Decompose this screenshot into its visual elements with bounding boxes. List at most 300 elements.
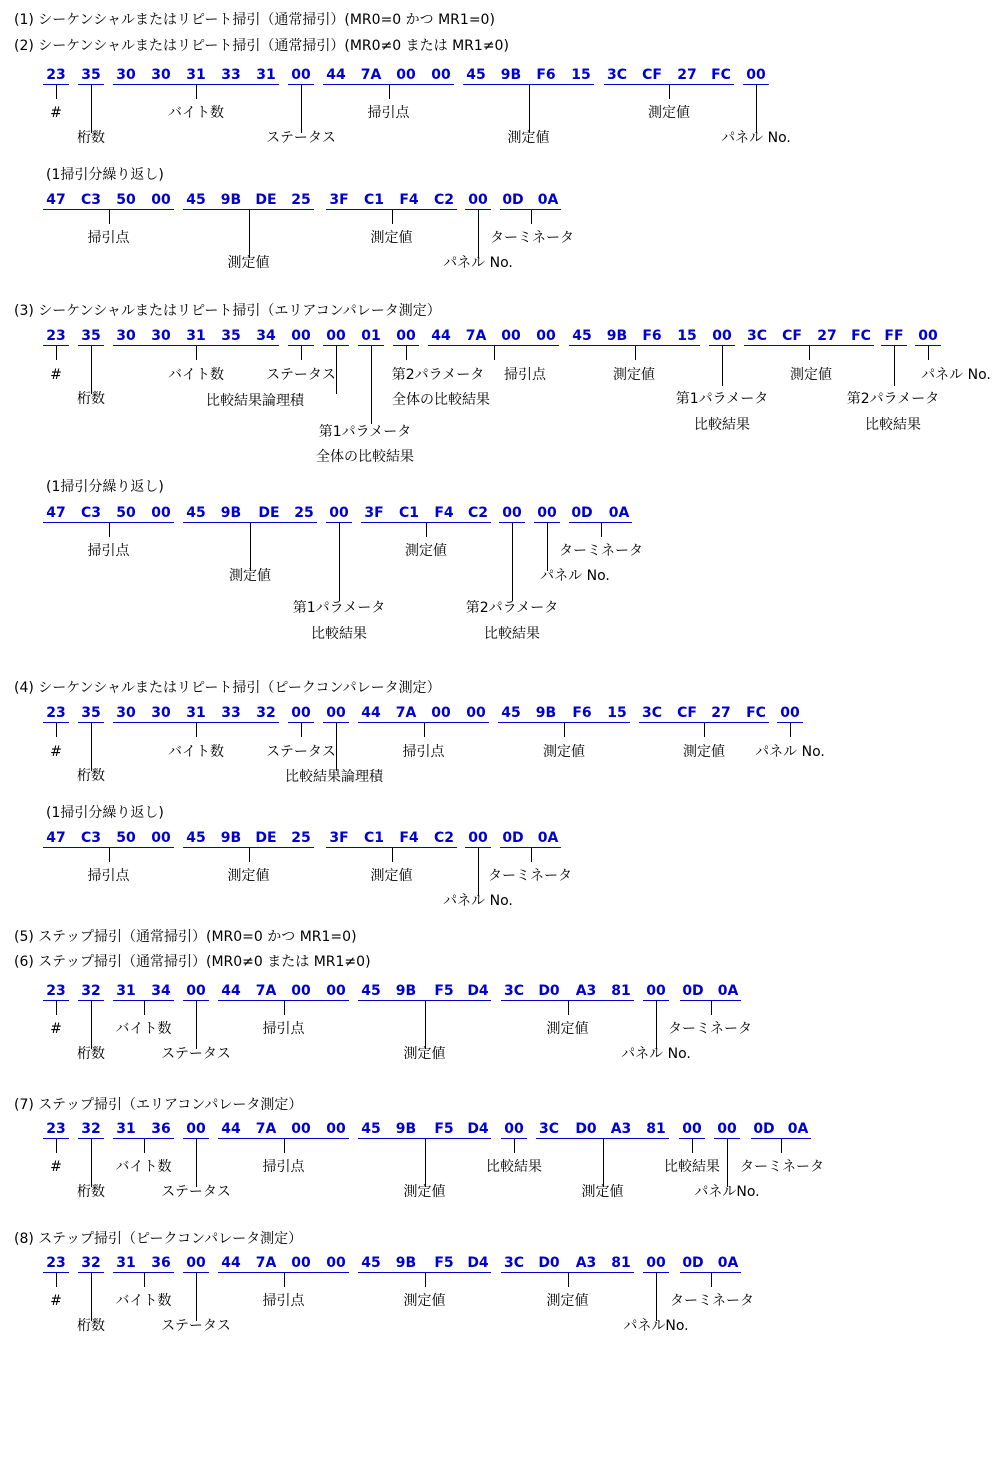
leader-line — [531, 848, 532, 862]
hex-byte: 45 — [361, 1121, 381, 1137]
hex-byte: 31 — [186, 67, 206, 83]
hex-byte: 44 — [221, 1121, 241, 1137]
hex-byte: 0D — [682, 1255, 704, 1271]
hex-byte: D4 — [467, 983, 489, 999]
hex-byte: D4 — [467, 1255, 489, 1271]
leader-line — [392, 848, 393, 862]
hex-byte: 00 — [186, 1121, 206, 1137]
hex-byte: DE — [255, 830, 277, 846]
leader-line — [301, 723, 302, 737]
leader-line — [91, 85, 92, 133]
hex-byte: 27 — [711, 705, 731, 721]
hex-byte: 3C — [538, 1121, 560, 1137]
hex-byte: CF — [642, 67, 662, 83]
field-label: 測定値 — [403, 1046, 446, 1062]
hex-byte: 25 — [294, 505, 314, 521]
leader-line — [512, 523, 513, 601]
leader-line — [564, 723, 565, 737]
hex-byte: FC — [711, 67, 731, 83]
hex-byte: 00 — [329, 505, 349, 521]
leader-line — [144, 1139, 145, 1153]
field-label: # — [50, 105, 62, 121]
hex-byte: 9B — [220, 505, 242, 521]
leader-line — [547, 523, 548, 571]
hex-byte: 44 — [361, 705, 381, 721]
hex-byte: 31 — [116, 983, 136, 999]
leader-line — [109, 848, 110, 862]
field-label: 第1パラメータ — [318, 424, 412, 440]
hex-byte: 36 — [151, 1255, 171, 1271]
hex-byte: C2 — [433, 192, 455, 208]
hex-byte: 23 — [46, 1255, 66, 1271]
hex-byte: 47 — [46, 505, 66, 521]
hex-byte: 50 — [116, 192, 136, 208]
leader-line — [301, 346, 302, 360]
leader-line — [425, 1273, 426, 1287]
hex-byte: 9B — [395, 1121, 417, 1137]
leader-line — [339, 523, 340, 601]
hex-byte: C3 — [80, 192, 102, 208]
hex-byte: 45 — [501, 705, 521, 721]
hex-byte: 32 — [81, 983, 101, 999]
field-label: 桁数 — [77, 391, 105, 407]
hex-byte: F4 — [399, 192, 419, 208]
field-label: ターミネータ — [488, 868, 572, 884]
leader-line — [284, 1139, 285, 1153]
field-label: 掃引点 — [262, 1293, 305, 1309]
field-label: パネルNo. — [623, 1318, 689, 1334]
hex-byte: F6 — [642, 328, 662, 344]
hex-byte: 3F — [329, 192, 349, 208]
leader-line — [568, 1001, 569, 1015]
hex-byte: 30 — [116, 705, 136, 721]
hex-byte: 00 — [326, 983, 346, 999]
hex-byte: C3 — [80, 505, 102, 521]
hex-byte: 00 — [291, 983, 311, 999]
field-label: 測定値 — [683, 744, 725, 760]
field-label: バイト数 — [168, 744, 224, 760]
field-label: バイト数 — [168, 367, 224, 383]
hex-byte: 00 — [504, 1121, 524, 1137]
hex-byte: 00 — [468, 192, 488, 208]
hex-byte: 3C — [503, 1255, 525, 1271]
hex-byte: 33 — [221, 705, 241, 721]
leader-line — [425, 1001, 426, 1049]
leader-line — [56, 1273, 57, 1287]
hex-byte: 00 — [918, 328, 938, 344]
field-label-line2: 比較結果 — [311, 626, 367, 642]
hex-byte: 33 — [221, 67, 241, 83]
hex-byte: 3C — [503, 983, 525, 999]
field-label: 第2パラメータ — [465, 600, 559, 616]
field-label: 桁数 — [77, 1318, 105, 1334]
hex-byte: F5 — [434, 1255, 454, 1271]
hex-byte: 36 — [151, 1121, 171, 1137]
hex-byte: 15 — [677, 328, 697, 344]
hex-byte: 15 — [571, 67, 591, 83]
hex-byte: F5 — [434, 1121, 454, 1137]
hex-byte: 34 — [151, 983, 171, 999]
leader-line — [478, 210, 479, 258]
section-title-5: (5) ステップ掃引（通常掃引）(MR0=0 かつ MR1=0) — [14, 929, 357, 945]
section-title-1: (1) シーケンシャルまたはリピート掃引（通常掃引）(MR0=0 かつ MR1=0) — [14, 12, 495, 28]
field-label: ステータス — [266, 130, 336, 146]
hex-byte: F5 — [434, 983, 454, 999]
field-label-line2: 比較結果 — [694, 417, 750, 433]
leader-line — [91, 1001, 92, 1049]
hex-byte: F4 — [434, 505, 454, 521]
leader-line — [425, 1139, 426, 1187]
leader-line — [144, 1273, 145, 1287]
hex-byte: 00 — [717, 1121, 737, 1137]
field-label: 第2パラメータ — [391, 367, 485, 383]
leader-line — [601, 523, 602, 537]
hex-byte: 7A — [395, 705, 417, 721]
hex-byte: 30 — [151, 705, 171, 721]
hex-byte: A3 — [575, 983, 597, 999]
leader-line — [284, 1273, 285, 1287]
field-label: 測定値 — [648, 105, 690, 121]
hex-byte: FC — [746, 705, 766, 721]
hex-byte: 9B — [535, 705, 557, 721]
leader-line — [692, 1139, 693, 1153]
field-label: 比較結果論理積 — [206, 393, 304, 409]
hex-byte: 0A — [537, 192, 559, 208]
hex-byte: 00 — [502, 505, 522, 521]
leader-line — [529, 85, 530, 133]
hex-byte: 31 — [256, 67, 276, 83]
hex-byte: 00 — [186, 1255, 206, 1271]
leader-line — [91, 723, 92, 771]
hex-byte: 27 — [677, 67, 697, 83]
field-label: 測定値 — [403, 1293, 446, 1309]
hex-byte: 00 — [291, 328, 311, 344]
field-label: 測定値 — [227, 255, 270, 271]
hex-byte: 00 — [646, 983, 666, 999]
hex-byte: 00 — [151, 505, 171, 521]
field-label: ターミネータ — [740, 1159, 824, 1175]
section-title-4: (4) シーケンシャルまたはリピート掃引（ピークコンパレータ測定） — [14, 680, 441, 696]
hex-byte: D0 — [575, 1121, 597, 1137]
field-label: バイト数 — [115, 1021, 172, 1037]
hex-byte: 00 — [396, 328, 416, 344]
field-label: 比較結果論理積 — [285, 769, 383, 785]
hex-byte: 0D — [502, 192, 524, 208]
leader-line — [711, 1273, 712, 1287]
hex-byte: 3F — [329, 830, 349, 846]
field-label: ステータス — [161, 1318, 231, 1334]
leader-line — [531, 210, 532, 224]
field-label: パネル No. — [721, 130, 791, 146]
leader-line — [424, 723, 425, 737]
hex-byte: 00 — [291, 67, 311, 83]
hex-byte: 47 — [46, 192, 66, 208]
hex-byte: 35 — [81, 705, 101, 721]
leader-line — [704, 723, 705, 737]
hex-byte: A3 — [575, 1255, 597, 1271]
field-label-line2: 比較結果 — [484, 626, 540, 642]
hex-byte: 32 — [81, 1121, 101, 1137]
hex-byte: 00 — [431, 705, 451, 721]
hex-byte: 0D — [571, 505, 593, 521]
hex-byte: 25 — [291, 830, 311, 846]
hex-byte: 00 — [326, 328, 346, 344]
hex-byte: 3C — [641, 705, 663, 721]
hex-byte: 35 — [221, 328, 241, 344]
field-label: 掃引点 — [87, 543, 130, 559]
hex-byte: 81 — [611, 1255, 631, 1271]
hex-byte: 35 — [81, 328, 101, 344]
hex-byte: 00 — [466, 705, 486, 721]
hex-byte: C2 — [467, 505, 489, 521]
hex-byte: 50 — [116, 830, 136, 846]
leader-line — [894, 346, 895, 386]
hex-byte: 30 — [151, 67, 171, 83]
leader-line — [336, 346, 337, 394]
hex-byte: 9B — [500, 67, 522, 83]
leader-line — [56, 723, 57, 737]
hex-byte: A3 — [610, 1121, 632, 1137]
hex-byte: 0D — [753, 1121, 775, 1137]
hex-byte: 00 — [780, 705, 800, 721]
field-label: # — [50, 367, 62, 383]
hex-byte: 32 — [81, 1255, 101, 1271]
leader-line — [406, 346, 407, 360]
field-label: 掃引点 — [367, 105, 410, 121]
leader-line — [389, 85, 390, 99]
hex-byte: FF — [884, 328, 904, 344]
field-label: ターミネータ — [670, 1293, 754, 1309]
repeat-note: (1掃引分繰り返し) — [46, 805, 164, 821]
field-label: ステータス — [161, 1046, 231, 1062]
hex-byte: 45 — [572, 328, 592, 344]
hex-byte: C1 — [363, 830, 385, 846]
field-label: # — [50, 744, 62, 760]
hex-byte: 45 — [466, 67, 486, 83]
leader-line — [722, 346, 723, 386]
hex-byte: 35 — [81, 67, 101, 83]
hex-byte: 7A — [255, 983, 277, 999]
field-label: 比較結果 — [664, 1159, 720, 1175]
leader-line — [56, 1139, 57, 1153]
hex-byte: 9B — [220, 192, 242, 208]
leader-line — [250, 523, 251, 571]
hex-byte: 44 — [221, 1255, 241, 1271]
hex-byte: DE — [258, 505, 280, 521]
hex-byte: 45 — [186, 505, 206, 521]
hex-byte: 0A — [787, 1121, 809, 1137]
hex-byte: 00 — [151, 192, 171, 208]
hex-byte: 44 — [326, 67, 346, 83]
field-label: 桁数 — [77, 768, 105, 784]
field-label: 桁数 — [77, 130, 105, 146]
hex-byte: CF — [677, 705, 697, 721]
hex-byte: 23 — [46, 67, 66, 83]
leader-line — [91, 346, 92, 394]
field-label: 測定値 — [546, 1021, 589, 1037]
leader-line — [656, 1001, 657, 1049]
hex-byte: 23 — [46, 1121, 66, 1137]
hex-byte: 7A — [255, 1121, 277, 1137]
hex-byte: 00 — [326, 705, 346, 721]
hex-byte: 0D — [682, 983, 704, 999]
hex-byte: 45 — [361, 1255, 381, 1271]
hex-byte: D0 — [538, 983, 560, 999]
hex-byte: 45 — [186, 192, 206, 208]
leader-line — [196, 1139, 197, 1187]
leader-line — [144, 1001, 145, 1015]
hex-byte: 27 — [817, 328, 837, 344]
leader-line — [711, 1001, 712, 1015]
field-label: 掃引点 — [87, 868, 130, 884]
leader-line — [249, 848, 250, 862]
field-label: 測定値 — [546, 1293, 589, 1309]
hex-byte: F6 — [572, 705, 592, 721]
leader-line — [196, 1001, 197, 1049]
hex-byte: 9B — [395, 983, 417, 999]
hex-byte: 0D — [502, 830, 524, 846]
hex-byte: 00 — [646, 1255, 666, 1271]
field-label: パネル No. — [540, 568, 610, 584]
field-label: 掃引点 — [262, 1159, 305, 1175]
hex-byte: 23 — [46, 328, 66, 344]
field-label: 測定値 — [613, 367, 655, 383]
hex-byte: 30 — [151, 328, 171, 344]
field-label: ターミネータ — [490, 230, 574, 246]
leader-line — [727, 1139, 728, 1187]
leader-line — [196, 85, 197, 99]
hex-byte: 00 — [431, 67, 451, 83]
hex-byte: 30 — [116, 67, 136, 83]
section-title-7: (7) ステップ掃引（エリアコンパレータ測定） — [14, 1097, 303, 1113]
hex-byte: DE — [255, 192, 277, 208]
field-label: 測定値 — [370, 230, 413, 246]
leader-line — [514, 1139, 515, 1153]
field-label: 掃引点 — [504, 367, 546, 383]
hex-byte: 00 — [501, 328, 521, 344]
field-label: ステータス — [161, 1184, 231, 1200]
leader-line — [56, 346, 57, 360]
field-label: 第1パラメータ — [675, 391, 769, 407]
field-label: 測定値 — [227, 868, 270, 884]
hex-byte: 00 — [712, 328, 732, 344]
hex-byte: 47 — [46, 830, 66, 846]
hex-byte: 32 — [256, 705, 276, 721]
field-label: 比較結果 — [486, 1159, 542, 1175]
hex-byte: 00 — [746, 67, 766, 83]
leader-line — [635, 346, 636, 360]
field-label: 測定値 — [229, 568, 271, 584]
field-label: 第2パラメータ — [846, 391, 940, 407]
hex-byte: 3F — [364, 505, 384, 521]
field-label: バイト数 — [115, 1293, 172, 1309]
field-label: # — [50, 1159, 62, 1175]
leader-line — [790, 723, 791, 737]
hex-byte: 9B — [606, 328, 628, 344]
section-title-2: (2) シーケンシャルまたはリピート掃引（通常掃引）(MR0≠0 または MR1≠0) — [14, 38, 509, 54]
hex-byte: 00 — [291, 705, 311, 721]
field-label: 桁数 — [77, 1046, 105, 1062]
hex-byte: 23 — [46, 983, 66, 999]
leader-line — [756, 85, 757, 133]
leader-line — [371, 346, 372, 424]
hex-byte: 00 — [326, 1121, 346, 1137]
hex-byte: 9B — [395, 1255, 417, 1271]
field-label: 掃引点 — [402, 744, 445, 760]
field-label: 測定値 — [403, 1184, 446, 1200]
repeat-note: (1掃引分繰り返し) — [46, 167, 164, 183]
hex-byte: 7A — [255, 1255, 277, 1271]
repeat-note: (1掃引分繰り返し) — [46, 479, 164, 495]
hex-byte: 44 — [431, 328, 451, 344]
leader-line — [478, 848, 479, 896]
field-label: 測定値 — [790, 367, 832, 383]
field-label: バイト数 — [168, 105, 224, 121]
hex-byte: C3 — [80, 830, 102, 846]
field-label-line2: 全体の比較結果 — [316, 449, 414, 465]
leader-line — [392, 210, 393, 224]
leader-line — [56, 1001, 57, 1015]
hex-byte: 45 — [361, 983, 381, 999]
hex-byte: C2 — [433, 830, 455, 846]
hex-byte: 00 — [536, 328, 556, 344]
hex-byte: 81 — [646, 1121, 666, 1137]
leader-line — [568, 1273, 569, 1287]
section-title-8: (8) ステップ掃引（ピークコンパレータ測定） — [14, 1231, 303, 1247]
field-label: 測定値 — [543, 744, 585, 760]
leader-line — [301, 85, 302, 133]
field-label: # — [50, 1293, 62, 1309]
field-label-line2: 全体の比較結果 — [392, 392, 490, 408]
field-label: パネル No. — [443, 893, 513, 909]
leader-line — [109, 523, 110, 537]
hex-byte: 00 — [291, 1121, 311, 1137]
field-label: ステータス — [266, 744, 336, 760]
hex-byte: 00 — [468, 830, 488, 846]
hex-byte: 34 — [256, 328, 276, 344]
field-label: パネル No. — [921, 367, 991, 383]
hex-byte: 25 — [291, 192, 311, 208]
field-label: 測定値 — [507, 130, 550, 146]
leader-line — [809, 346, 810, 360]
field-label: ターミネータ — [559, 543, 643, 559]
hex-byte: 0A — [537, 830, 559, 846]
field-label: パネルNo. — [694, 1184, 760, 1200]
hex-byte: 9B — [220, 830, 242, 846]
field-label: 掃引点 — [87, 230, 130, 246]
hex-byte: F6 — [536, 67, 556, 83]
field-label: 測定値 — [581, 1184, 624, 1200]
hex-byte: 00 — [291, 1255, 311, 1271]
field-label: # — [50, 1021, 62, 1037]
field-label-line2: 比較結果 — [865, 417, 921, 433]
leader-line — [249, 210, 250, 258]
leader-line — [284, 1001, 285, 1015]
hex-byte: 31 — [116, 1121, 136, 1137]
leader-line — [56, 85, 57, 99]
section-title-3: (3) シーケンシャルまたはリピート掃引（エリアコンパレータ測定） — [14, 303, 441, 319]
leader-line — [928, 346, 929, 360]
hex-byte: 3C — [606, 67, 628, 83]
hex-byte: 50 — [116, 505, 136, 521]
hex-byte: 7A — [360, 67, 382, 83]
hex-byte: 00 — [396, 67, 416, 83]
hex-byte: 3C — [746, 328, 768, 344]
leader-line — [196, 346, 197, 360]
hex-byte: 01 — [361, 328, 381, 344]
field-label: ステータス — [266, 367, 336, 383]
hex-byte: 44 — [221, 983, 241, 999]
